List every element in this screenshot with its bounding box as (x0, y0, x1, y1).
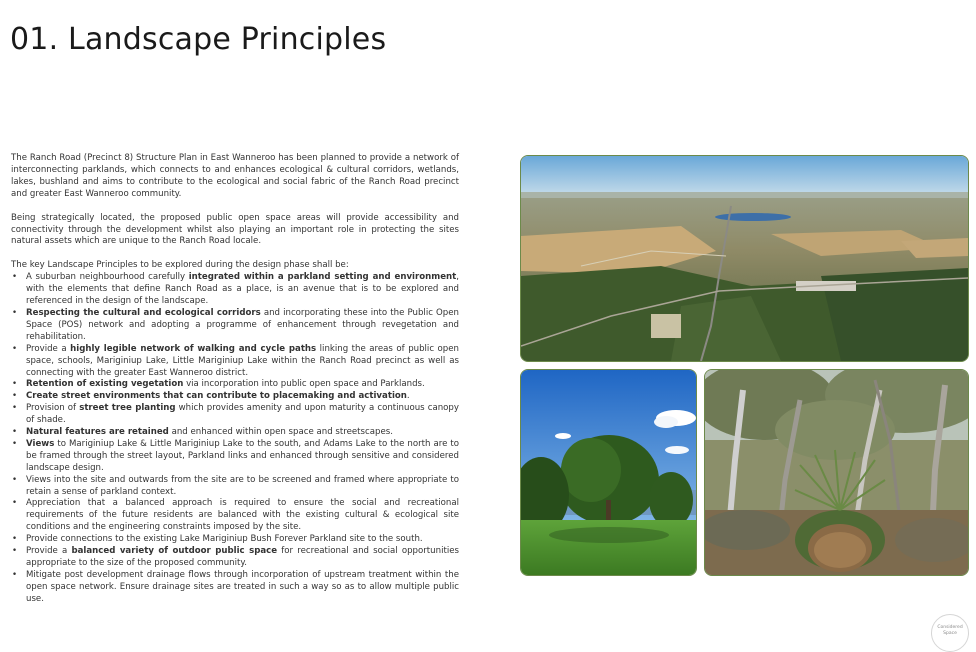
bushland-photo (704, 369, 969, 576)
principle-text-continued: and enhanced within open space and streetscapes. (168, 427, 393, 438)
principle-text: Views into the site and outwards from the site are to be screened and framed where appropriate to retain a sense of parkland context. (26, 474, 459, 497)
principles-list (11, 272, 459, 605)
principle-item (11, 272, 459, 308)
principle-text-continued: linking the areas of public open space, schools, Mariginiup Lake, Little Mariginiup Lake within the Ranch Road precinct as well as connecting with the greater East Wanneroo district. (26, 343, 459, 378)
principle-text: Provide a (26, 343, 71, 354)
lake-trees-photo (520, 369, 697, 576)
principle-emphasis: street tree planting (79, 403, 176, 414)
principle-text: Provide connections to the existing Lake Mariginiup Bush Forever Parkland site to the south. (26, 534, 423, 545)
bullet-icon: • (12, 307, 18, 318)
bullet-icon: • (12, 569, 18, 580)
principle-text: Provide a (26, 546, 72, 557)
principle-item (11, 427, 459, 439)
principle-text: Mitigate post development drainage flows through incorporation of upstream treatment within the open space network. Ensure drainage sites are treated in such a way so as to allow multiple public use. (26, 569, 459, 604)
principle-emphasis: balanced variety of outdoor public space (71, 546, 278, 557)
principle-text-continued: which provides amenity and upon maturity a continuous canopy of shade. (26, 403, 459, 426)
principle-text-continued: via incorporation into public open space and Parklands. (183, 379, 425, 390)
aerial-photo (520, 155, 969, 362)
bullet-icon: • (12, 474, 18, 485)
intro-paragraph-3: The key Landscape Principles to be explored during the design phase shall be: (11, 260, 349, 271)
principle-item (11, 498, 459, 534)
principle-item (11, 391, 459, 403)
principle-emphasis: Views (26, 438, 55, 449)
principle-item (11, 475, 459, 499)
principle-item (11, 308, 459, 344)
principle-item (11, 344, 459, 380)
principle-item (11, 379, 459, 391)
principle-text: Provision of (26, 403, 80, 414)
intro-paragraph-1: The Ranch Road (Precinct 8) Structure Plan in East Wanneroo has been planned to provide a network of interconnecting parklands, which connects to and enhances ecological & cultural corridors, wetlands, lakes, bushland and aims to contribute to the ecological and social fabric of the Ranch Road precinct and greater East Wanneroo community. (11, 153, 459, 199)
principle-emphasis: Retention of existing vegetation (26, 379, 184, 390)
principle-emphasis: Create street environments that can contribute to placemaking and activation (26, 391, 407, 402)
bullet-icon: • (12, 379, 18, 390)
principle-emphasis: highly legible network of walking and cycle paths (70, 343, 317, 354)
bullet-icon: • (12, 534, 18, 545)
principle-emphasis: Natural features are retained (26, 427, 169, 438)
principle-text: A suburban neighbourhood carefully (26, 272, 189, 283)
page-title: 01. Landscape Principles (10, 22, 387, 57)
principle-text-continued: . (406, 391, 410, 402)
bullet-icon: • (12, 343, 18, 354)
principle-text-continued: for recreational and social opportunities appropriate to the size of the proposed community. (26, 546, 459, 568)
bullet-icon: • (12, 498, 18, 509)
principle-item (11, 439, 459, 475)
principle-item (11, 403, 459, 427)
bullet-icon: • (12, 546, 18, 557)
bullet-icon: • (12, 403, 18, 414)
logo-text: Considered Space (937, 625, 963, 636)
principle-item (11, 570, 459, 606)
bullet-icon: • (12, 438, 18, 449)
principle-text-continued: and incorporating these into the Public Open Space (POS) network and adopting a programme of enhancement through revegetation and rehabilitation. (26, 307, 459, 342)
intro-paragraph-2: Being strategically located, the proposed public open space areas will provide accessibility and connectivity through the development whilst also playing an important role in protecting the sites natural assets which are unique to the Ranch Road locale. (11, 212, 459, 247)
logo-badge (931, 614, 969, 652)
principle-item (11, 534, 459, 546)
principle-text-continued: to Mariginiup Lake & Little Mariginiup Lake to the south, and Adams Lake to the north are to be framed through the street layout, Parkland links and enhanced through sensitive and considered landscape design. (26, 438, 459, 473)
bullet-icon: • (12, 272, 18, 283)
body-text (11, 153, 459, 606)
principle-text: Appreciation that a balanced approach is required to ensure the social and recreational requirements of the future residents are balanced with the existing cultural & ecological site conditions and the engineering constraints imposed by the site. (26, 498, 459, 533)
bullet-icon: • (12, 391, 18, 402)
principle-emphasis: integrated within a parkland setting and environment (188, 272, 457, 283)
principle-text-continued: , with the elements that define Ranch Road as a place, is an avenue that is to be explored and referenced in the design of the landscape. (26, 272, 459, 307)
bullet-icon: • (12, 427, 18, 438)
principle-emphasis: Respecting the cultural and ecological corridors (26, 307, 261, 318)
principle-item (11, 546, 459, 570)
